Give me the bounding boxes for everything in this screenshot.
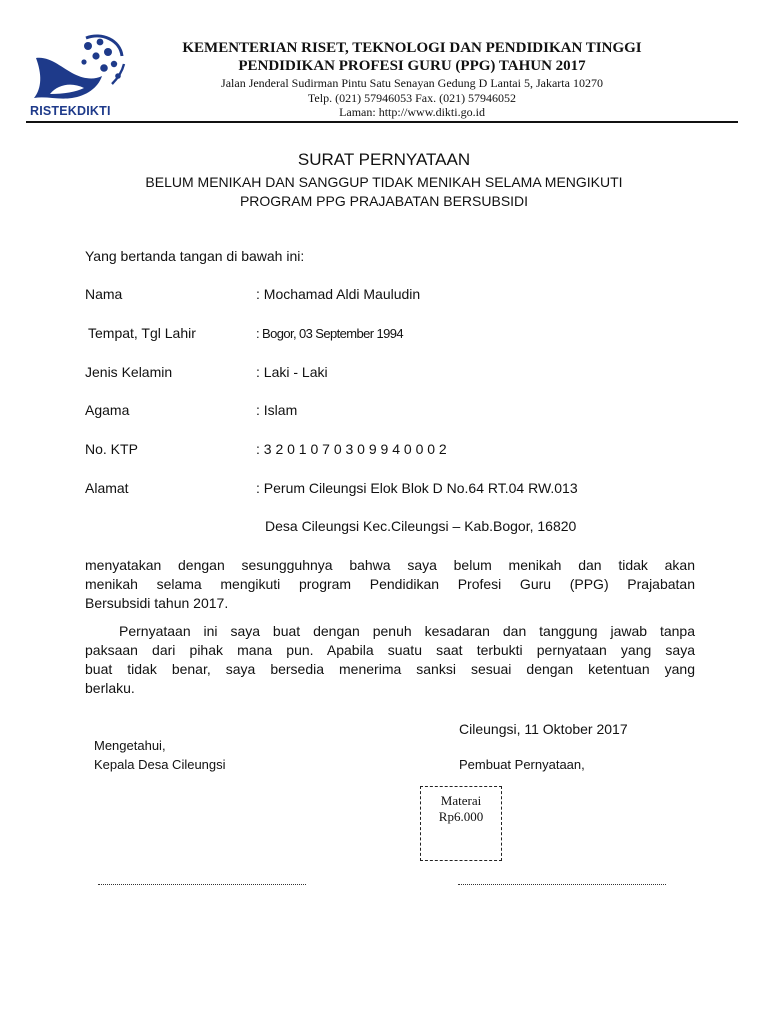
header-ministry: KEMENTERIAN RISET, TEKNOLOGI DAN PENDIDIKAN TINGGI bbox=[182, 40, 642, 56]
header-website: Laman: http://www.dikti.go.id bbox=[339, 105, 485, 119]
field-label-tempat-tgl-lahir: Tempat, Tgl Lahir bbox=[88, 325, 196, 341]
field-value-alamat-line2: Desa Cileungsi Kec.Cileungsi – Kab.Bogor, 16820 bbox=[265, 518, 577, 534]
statement-p1-line2: menikah selama mengikuti program Pendidikan Profesi Guru (PPG) Prajabatan bbox=[85, 576, 695, 592]
acknowledged-label: Mengetahui, bbox=[94, 738, 166, 753]
statement-p1-line3: Bersubsidi tahun 2017. bbox=[85, 595, 229, 611]
statement-paragraph-2 bbox=[85, 622, 695, 698]
statement-p1-line1: menyatakan dengan sesungguhnya bahwa saya belum menikah dan tidak akan bbox=[85, 557, 695, 573]
document-subtitle-line2: PROGRAM PPG PRAJABATAN BERSUBSIDI bbox=[239, 193, 529, 209]
header-program: PENDIDIKAN PROFESI GURU (PPG) TAHUN 2017 bbox=[238, 58, 586, 74]
field-value-alamat: : Perum Cileungsi Elok Blok D No.64 RT.04 RW.013 bbox=[256, 480, 578, 496]
declarant-label: Pembuat Pernyataan, bbox=[459, 757, 585, 772]
statement-p2-line4: berlaku. bbox=[85, 680, 135, 696]
field-label-alamat: Alamat bbox=[85, 480, 129, 496]
field-value-agama: : Islam bbox=[256, 402, 298, 418]
statement-p2-line2: paksaan dari pihak mana pun. Apabila suatu saat terbukti pernyataan yang saya bbox=[85, 642, 695, 658]
header-divider bbox=[26, 121, 738, 123]
intro-text: Yang bertanda tangan di bawah ini: bbox=[85, 248, 305, 264]
field-label-no-ktp: No. KTP bbox=[85, 441, 138, 457]
materai-label: Materai bbox=[440, 793, 482, 808]
field-value-no-ktp: : 3 2 0 1 0 7 0 3 0 9 9 4 0 0 0 2 bbox=[256, 441, 447, 457]
field-label-nama: Nama bbox=[85, 286, 123, 302]
materai-stamp-box bbox=[420, 786, 502, 861]
logo-wordmark: RISTEKDIKTI bbox=[30, 104, 111, 118]
place-date: Cileungsi, 11 Oktober 2017 bbox=[459, 721, 628, 737]
statement-paragraph-1 bbox=[85, 556, 695, 613]
statement-p2-line1: Pernyataan ini saya buat dengan penuh kesadaran dan tanggung jawab tanpa bbox=[119, 623, 695, 639]
signature-line-village-head bbox=[98, 884, 306, 885]
document-subtitle-line1: BELUM MENIKAH DAN SANGGUP TIDAK MENIKAH SELAMA MENGIKUTI bbox=[145, 174, 623, 190]
field-label-jenis-kelamin: Jenis Kelamin bbox=[85, 364, 173, 380]
field-value-jenis-kelamin: : Laki - Laki bbox=[256, 364, 328, 380]
materai-amount: Rp6.000 bbox=[438, 809, 484, 824]
field-value-nama: : Mochamad Aldi Mauludin bbox=[256, 286, 421, 302]
field-value-tempat-tgl-lahir: : Bogor, 03 September 1994 bbox=[256, 326, 404, 341]
header-address: Jalan Jenderal Sudirman Pintu Satu Senayan Gedung D Lantai 5, Jakarta 10270 bbox=[221, 76, 603, 90]
statement-p2-line3: buat tidak benar, saya bersedia menerima sanksi sesuai dengan ketentuan yang bbox=[85, 661, 695, 677]
field-label-agama: Agama bbox=[85, 402, 130, 418]
document-title: SURAT PERNYATAAN bbox=[297, 150, 471, 169]
header-phone: Telp. (021) 57946053 Fax. (021) 57946052 bbox=[307, 91, 517, 105]
village-head-label: Kepala Desa Cileungsi bbox=[94, 757, 226, 772]
signature-line-declarant bbox=[458, 884, 666, 885]
